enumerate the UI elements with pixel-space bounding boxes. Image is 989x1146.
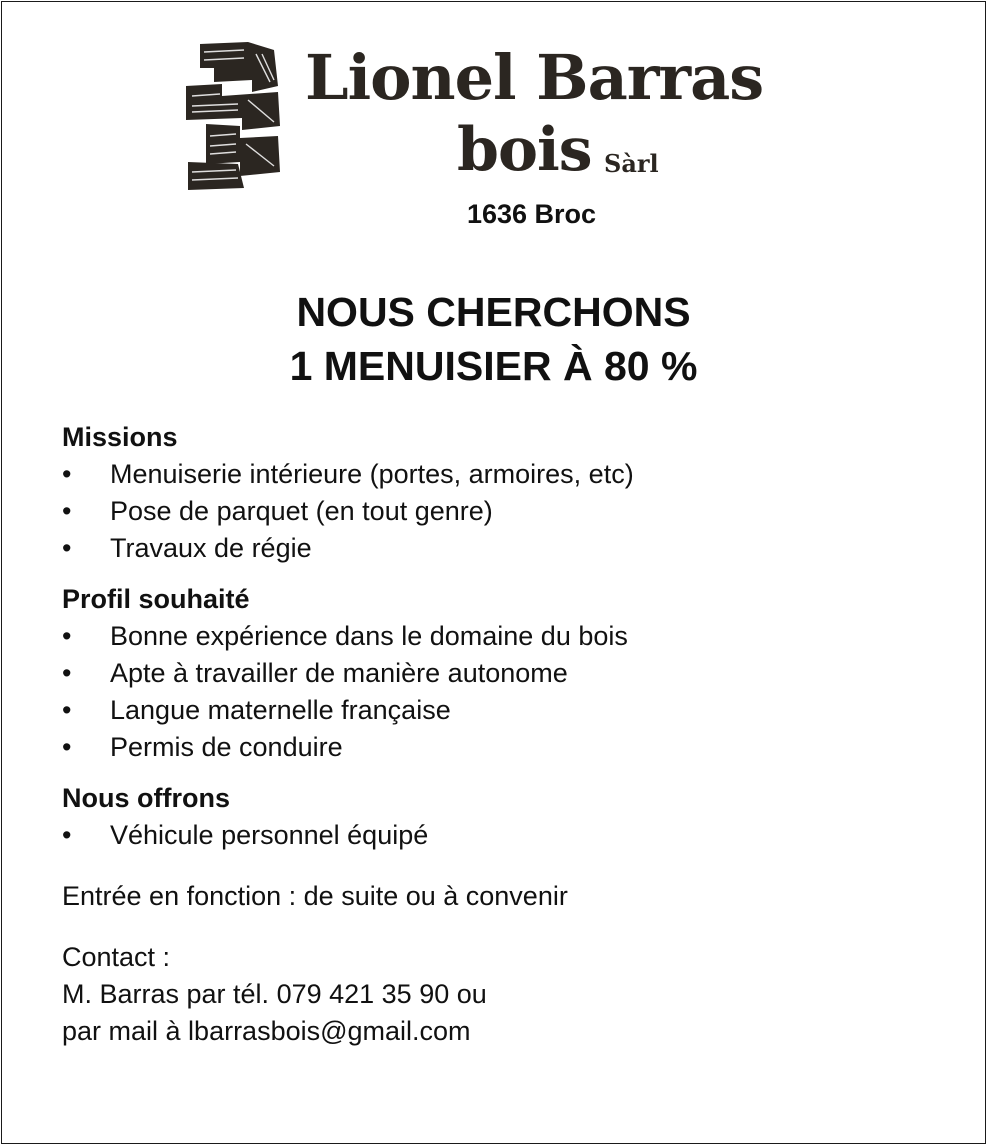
bullet-list [62,456,962,567]
company-location: 1636 Broc [466,199,597,229]
bullet-list [62,817,962,854]
headline-line-2: 1 MENUISIER À 80 % [289,343,698,389]
contact-block [62,939,962,1050]
spacer [62,766,962,780]
list-item: • Menuiserie intérieure (portes, armoires, etc) [62,456,962,493]
list-item: • Bonne expérience dans le domaine du bois [62,618,962,655]
list-item: • Véhicule personnel équipé [62,817,962,854]
section-title: Profil souhaité [62,584,250,614]
spacer [62,915,962,939]
section-offer [62,780,962,854]
company-name: Lionel Barras [305,41,764,114]
list-item: • Langue maternelle française [62,692,962,729]
start-date-text: Entrée en fonction : de suite ou à convenir [62,881,568,911]
stacked-wood-planks-icon [182,40,282,192]
job-headline [2,285,985,393]
list-item: • Apte à travailler de manière autonome [62,655,962,692]
company-subname: bois [457,115,592,185]
list-item: • Travaux de régie [62,530,962,567]
list-item: • Pose de parquet (en tout genre) [62,493,962,530]
company-legal-form: Sàrl [604,149,659,178]
contact-label: Contact : [62,942,171,972]
section-title: Missions [62,422,178,452]
section-profile [62,581,962,766]
bullet-list [62,618,962,766]
contact-email: par mail à lbarrasbois@gmail.com [62,1016,471,1046]
headline-line-1: NOUS CHERCHONS [296,289,691,335]
section-title: Nous offrons [62,783,230,813]
list-item: • Permis de conduire [62,729,962,766]
job-advertisement [1,1,986,1144]
contact-phone: M. Barras par tél. 079 421 35 90 ou [62,979,487,1009]
ad-body [62,419,962,1050]
spacer [62,854,962,878]
section-missions [62,419,962,567]
spacer [62,567,962,581]
